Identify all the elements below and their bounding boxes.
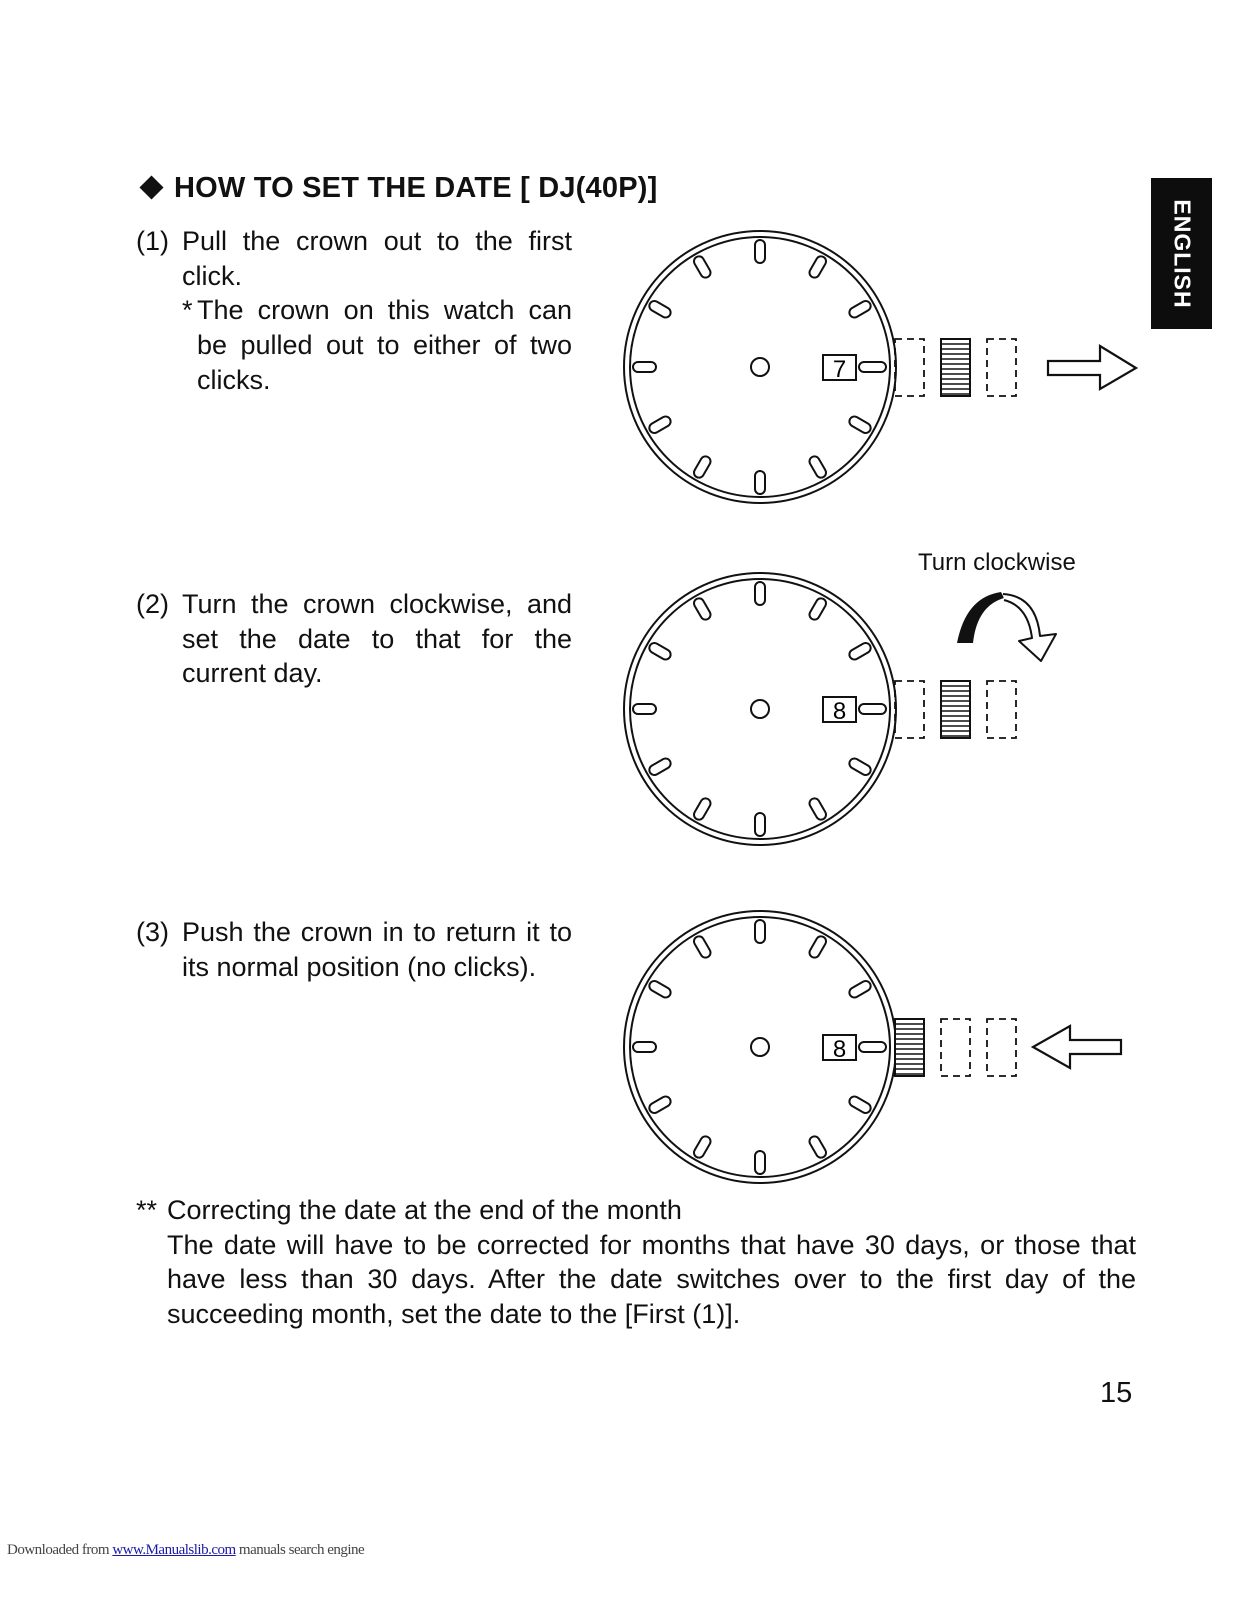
heading-text: HOW TO SET THE DATE [ DJ(40P)] xyxy=(174,172,658,204)
hour-marker xyxy=(755,471,765,494)
hour-marker xyxy=(755,240,765,263)
step-number: (1) xyxy=(136,226,169,256)
crown-ghost-normal xyxy=(895,339,924,396)
center-pinion xyxy=(751,358,769,376)
footnote-body: The date will have to be corrected for months that have 30 days, or those that have less than 30 days. After the date switches over to the first day of the succeeding month, set the date to the [First (1)]. xyxy=(167,1229,1136,1330)
step-text: Pull the crown out to the first click. xyxy=(182,226,572,291)
hour-marker xyxy=(755,582,765,605)
note-marker: * xyxy=(182,295,193,326)
stem xyxy=(859,1042,886,1052)
language-tab xyxy=(1151,178,1212,329)
date-number: 7 xyxy=(832,356,847,383)
crown-icon xyxy=(895,1019,924,1076)
step-1 xyxy=(136,224,572,398)
step-number: (3) xyxy=(136,917,169,947)
hour-marker xyxy=(633,1042,656,1052)
step-number: (2) xyxy=(136,589,169,619)
footnote-title: Correcting the date at the end of the month xyxy=(167,1195,682,1225)
pull-right-arrow xyxy=(1048,346,1136,389)
diamond-bullet-icon xyxy=(139,175,163,199)
step-note xyxy=(182,293,572,397)
hour-marker xyxy=(633,704,656,714)
crown-ghost-second xyxy=(987,1019,1016,1076)
crown-icon xyxy=(941,339,970,396)
step-text: Push the crown in to return it to its normal position (no clicks). xyxy=(182,917,572,982)
hour-marker xyxy=(755,920,765,943)
stem xyxy=(859,704,886,714)
date-window xyxy=(823,697,856,725)
crown-ghost-first xyxy=(941,1019,970,1076)
turn-clockwise-label: Turn clockwise xyxy=(918,549,1076,576)
manualslib-link[interactable]: www.Manualslib.com xyxy=(112,1542,236,1558)
hour-marker xyxy=(633,362,656,372)
download-footer xyxy=(7,1542,364,1559)
step-3 xyxy=(136,915,572,984)
footer-prefix: Downloaded from xyxy=(7,1542,113,1558)
footnote-marker: ** xyxy=(136,1195,158,1225)
watch-figure-2 xyxy=(610,559,1150,859)
footnote xyxy=(136,1193,1136,1332)
push-left-arrow xyxy=(1033,1026,1121,1068)
note-text: The crown on this watch can be pulled out to either of two clicks. xyxy=(197,295,572,395)
date-window xyxy=(823,1035,856,1063)
footer-suffix: manuals search engine xyxy=(235,1542,365,1558)
date-number: 8 xyxy=(832,698,847,725)
step-2 xyxy=(136,587,572,691)
center-pinion xyxy=(751,700,769,718)
crown-ghost-second xyxy=(987,681,1016,738)
date-window xyxy=(823,355,856,383)
page-heading xyxy=(138,172,657,205)
language-tab-label: ENGLISH xyxy=(1169,198,1195,309)
watch-figure-3 xyxy=(610,897,1150,1197)
crown-ghost-normal xyxy=(895,681,924,738)
center-pinion xyxy=(751,1038,769,1056)
hour-marker xyxy=(755,813,765,836)
watch-figure-1 xyxy=(610,217,1150,517)
page-number: 15 xyxy=(1100,1377,1133,1409)
crown-icon xyxy=(941,681,970,738)
date-number: 8 xyxy=(832,1036,847,1063)
stem xyxy=(859,362,886,372)
step-text: Turn the crown clockwise, and set the date to that for the current day. xyxy=(182,589,572,689)
clockwise-arrow xyxy=(957,592,1056,661)
crown-ghost-second xyxy=(987,339,1016,396)
hour-marker xyxy=(755,1151,765,1174)
